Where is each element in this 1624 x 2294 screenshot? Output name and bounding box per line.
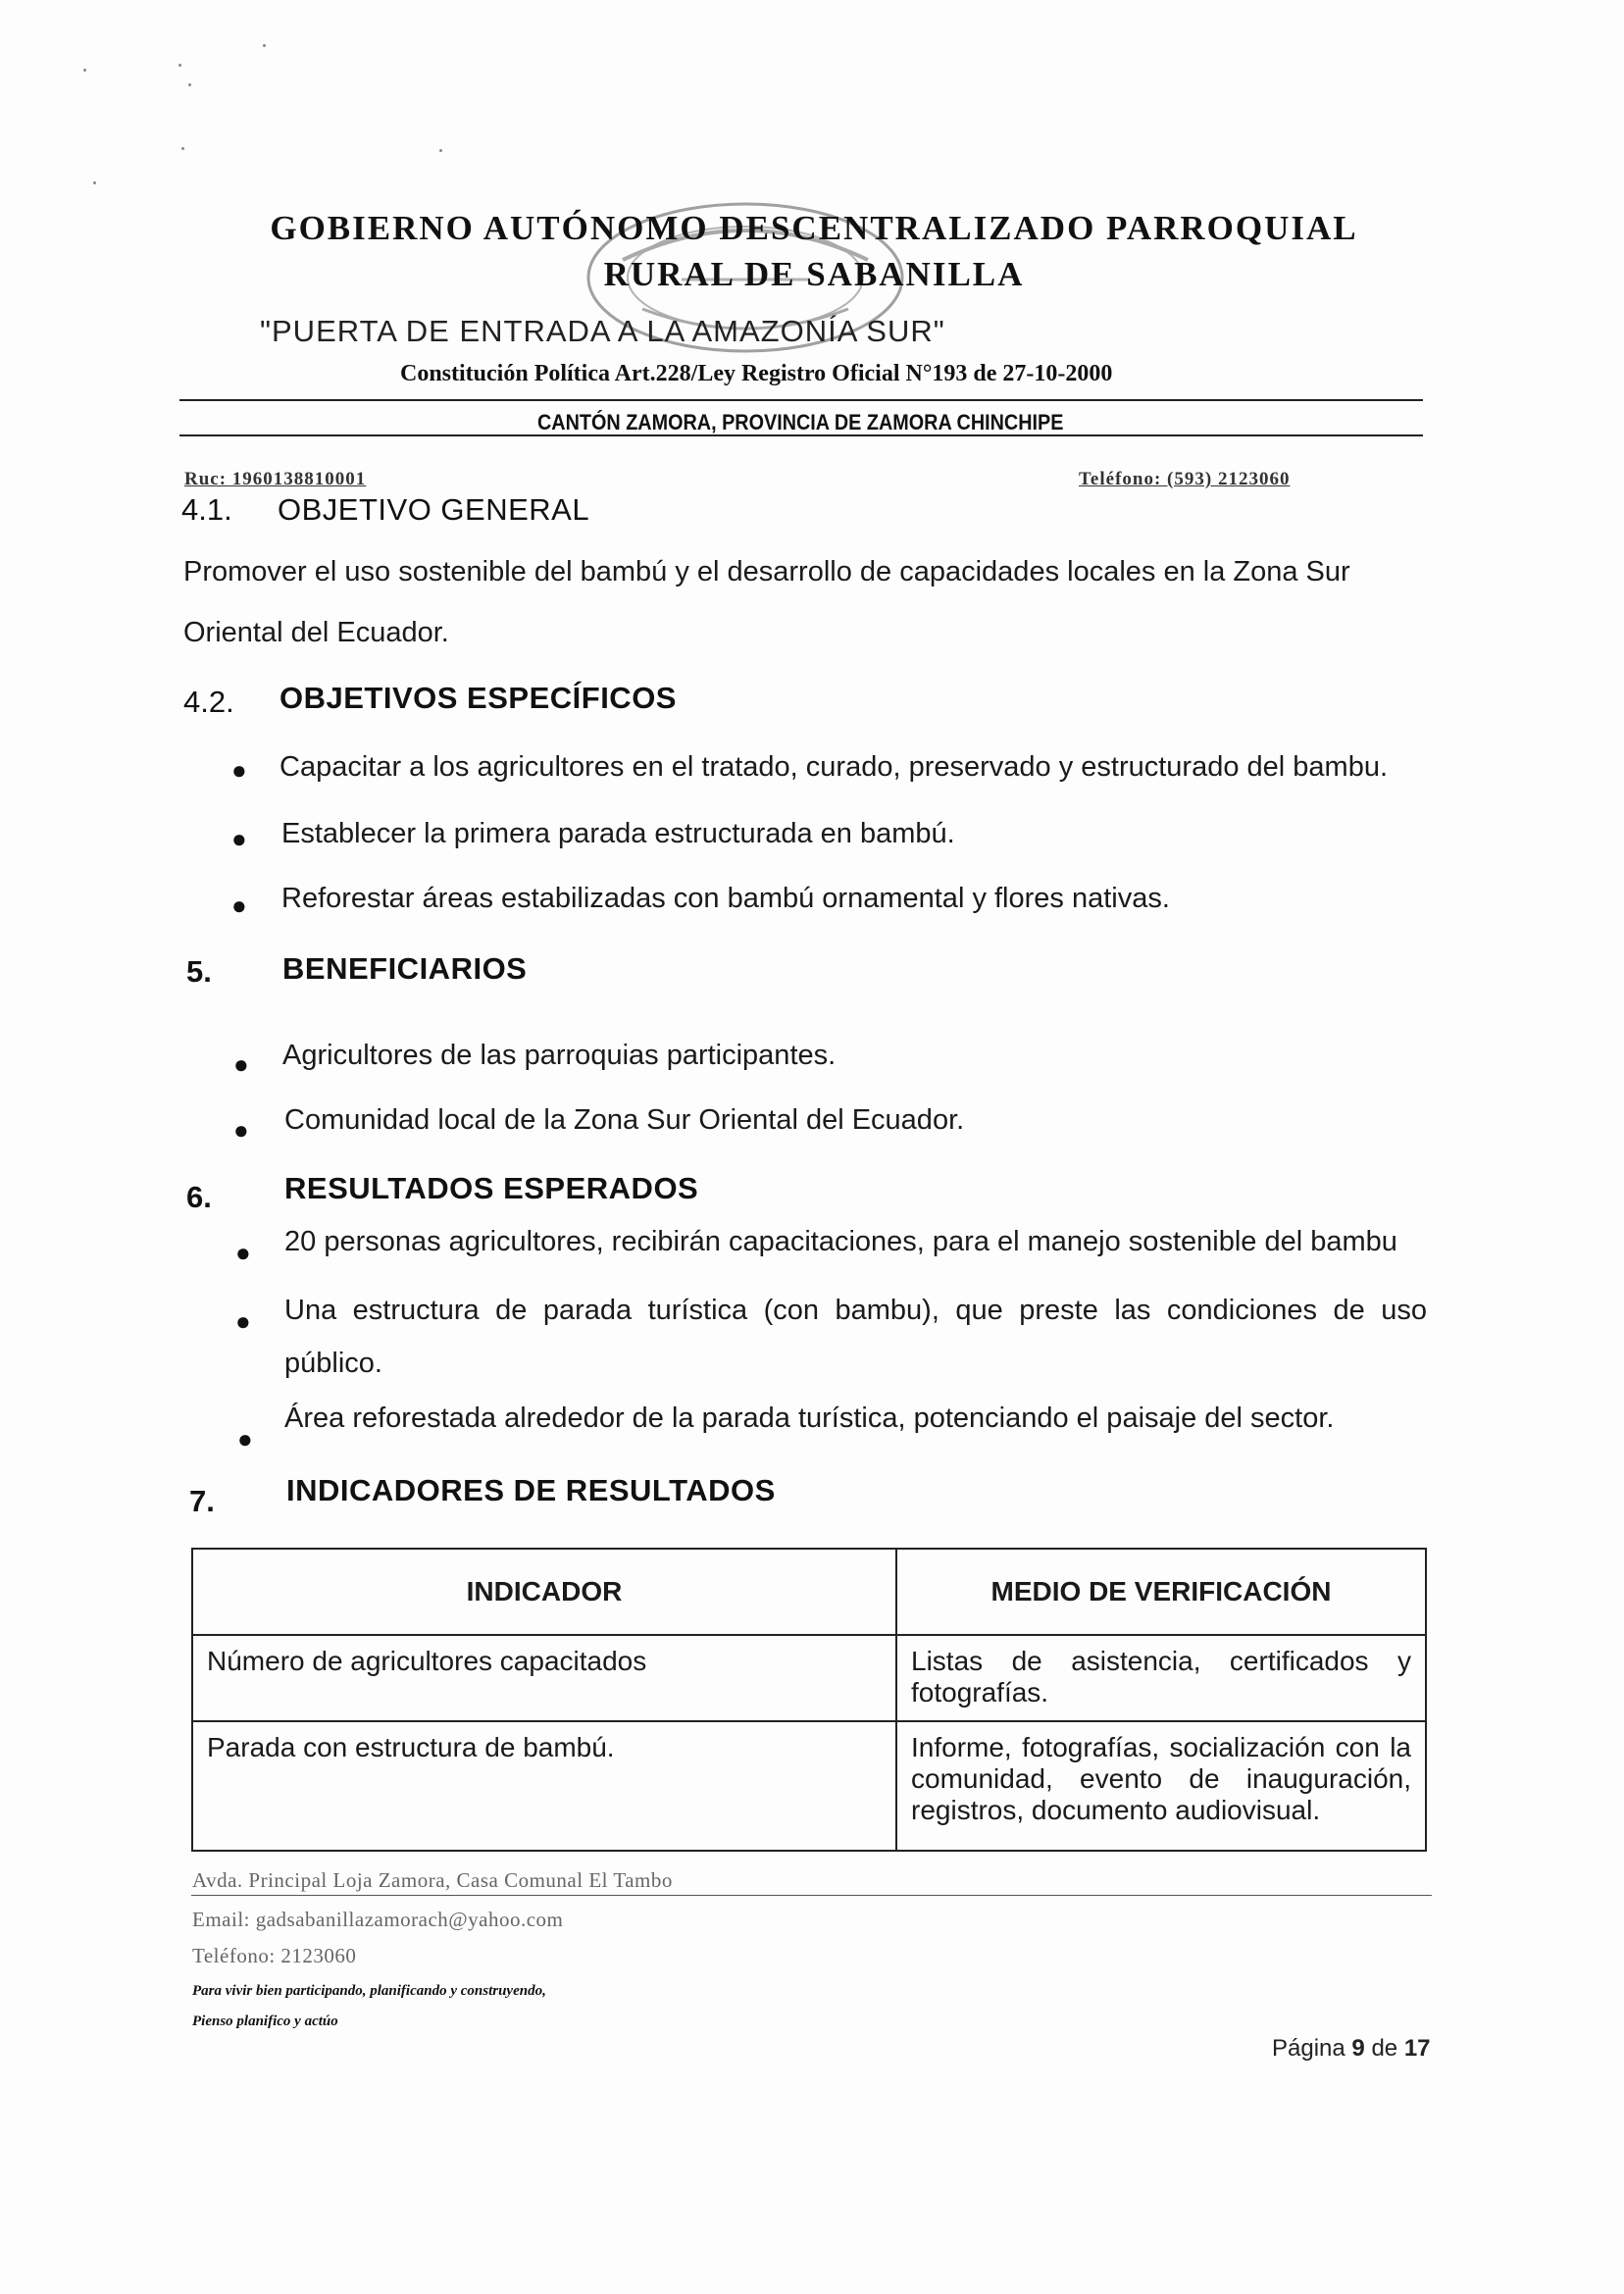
bullet-icon: ● xyxy=(233,1049,249,1079)
page-current: 9 xyxy=(1351,2035,1365,2062)
list-item: Establecer la primera parada estructurada en bambú. xyxy=(281,818,955,849)
list-item-continuation: público. xyxy=(284,1348,382,1379)
section-title: OBJETIVOS ESPECÍFICOS xyxy=(279,681,677,715)
constitution-reference: Constitución Política Art.228/Ley Registro Oficial N°193 de 27-10-2000 xyxy=(400,361,1113,386)
section-number: 4.2. xyxy=(183,685,234,719)
page-label: Página xyxy=(1272,2035,1345,2062)
scan-speck xyxy=(263,44,266,47)
institution-title-line1: GOBIERNO AUTÓNOMO DESCENTRALIZADO PARROQUIAL xyxy=(270,209,1358,247)
list-item: Una estructura de parada turística (con bambu), que preste las condiciones de uso xyxy=(284,1295,1427,1326)
table-header-cell: MEDIO DE VERIFICACIÓN xyxy=(896,1549,1426,1635)
list-item: Capacitar a los agricultores en el tratado, curado, preservado y estructurado del bambu. xyxy=(279,751,1389,783)
footer-motto-line2: Pienso planifico y actúo xyxy=(192,2014,338,2029)
slogan: "PUERTA DE ENTRADA A LA AMAZONÍA SUR" xyxy=(260,314,945,348)
bullet-icon: ● xyxy=(231,824,247,853)
table-cell: Listas de asistencia, certificados y fotografías. xyxy=(896,1635,1426,1721)
bullet-icon: ● xyxy=(235,1306,251,1336)
list-item: Comunidad local de la Zona Sur Oriental del Ecuador. xyxy=(284,1104,965,1136)
footer-telephone: Teléfono: 2123060 xyxy=(192,1944,357,1967)
table-row xyxy=(192,1721,1426,1851)
table-header-cell: INDICADOR xyxy=(192,1549,896,1635)
list-item: Agricultores de las parroquias participantes. xyxy=(282,1040,837,1071)
scan-speck xyxy=(83,69,86,72)
header-telephone: Teléfono: (593) 2123060 xyxy=(1079,469,1291,489)
section-title: INDICADORES DE RESULTADOS xyxy=(286,1473,776,1507)
canton-province: CANTÓN ZAMORA, PROVINCIA DE ZAMORA CHINCHIPE xyxy=(537,410,1064,434)
section-number: 4.1. xyxy=(181,492,232,527)
list-item: Reforestar áreas estabilizadas con bambú ornamental y flores nativas. xyxy=(281,883,1170,914)
footer-divider xyxy=(191,1895,1432,1896)
bullet-icon: ● xyxy=(237,1424,253,1453)
table-cell: Informe, fotografías, socialización con la comunidad, evento de inauguración, registros, documento audiovisual. xyxy=(896,1721,1426,1851)
section-number: 5. xyxy=(186,954,212,989)
bullet-icon: ● xyxy=(233,1115,249,1145)
header-divider-top xyxy=(179,399,1423,401)
paragraph-line: Promover el uso sostenible del bambú y el desarrollo de capacidades locales en la Zona Sur xyxy=(183,556,1350,587)
list-item: Área reforestada alrededor de la parada turística, potenciando el paisaje del sector. xyxy=(284,1402,1335,1434)
scan-speck xyxy=(181,147,184,150)
ruc-number: Ruc: 1960138810001 xyxy=(184,469,367,489)
section-number: 7. xyxy=(189,1484,215,1518)
section-title: BENEFICIARIOS xyxy=(282,951,528,986)
institution-title-line2: RURAL DE SABANILLA xyxy=(603,255,1025,293)
page-number xyxy=(1272,2035,1431,2063)
footer-motto-line1: Para vivir bien participando, planificando y construyendo, xyxy=(192,1983,546,1999)
section-title: RESULTADOS ESPERADOS xyxy=(284,1171,699,1205)
table-cell: Parada con estructura de bambú. xyxy=(192,1721,896,1851)
page-of: de xyxy=(1371,2035,1398,2062)
scan-speck xyxy=(439,149,442,152)
indicators-table xyxy=(191,1548,1427,1852)
table-header-row xyxy=(192,1549,1426,1635)
table-row xyxy=(192,1635,1426,1721)
table-cell: Número de agricultores capacitados xyxy=(192,1635,896,1721)
list-item: 20 personas agricultores, recibirán capacitaciones, para el manejo sostenible del bambu xyxy=(284,1226,1397,1257)
footer-email: Email: gadsabanillazamorach@yahoo.com xyxy=(192,1908,564,1931)
paragraph-line: Oriental del Ecuador. xyxy=(183,617,449,648)
scan-speck xyxy=(93,181,96,184)
bullet-icon: ● xyxy=(235,1238,251,1267)
section-number: 6. xyxy=(186,1180,212,1214)
scan-speck xyxy=(178,64,181,67)
section-title: OBJETIVO GENERAL xyxy=(278,492,590,527)
page-total: 17 xyxy=(1403,2035,1431,2062)
scan-speck xyxy=(188,83,191,86)
footer-address: Avda. Principal Loja Zamora, Casa Comunal El Tambo xyxy=(192,1868,673,1892)
header-divider-bottom xyxy=(179,434,1423,436)
bullet-icon: ● xyxy=(231,755,247,785)
bullet-icon: ● xyxy=(231,891,247,920)
